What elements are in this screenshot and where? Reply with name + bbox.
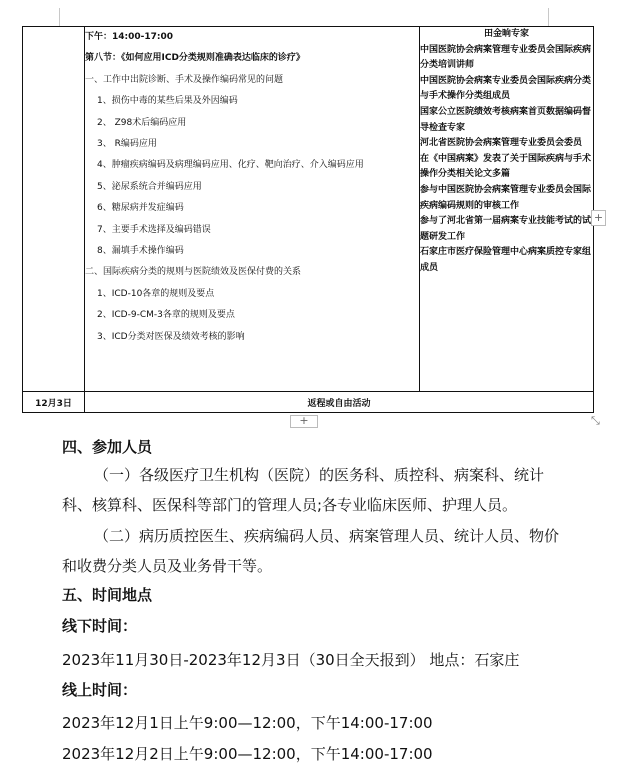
section-title: 第八节：《如何应用ICD分类规则准确表达临床的诊疗》	[85, 53, 305, 64]
session-time: 下午：14:00-17:00	[85, 32, 174, 42]
outline-item: 1、损伤中毒的某些后果及外因编码	[97, 96, 238, 107]
speaker-items	[420, 43, 593, 277]
add-column-button[interactable]: +	[591, 210, 606, 226]
online-label: 线上时间：	[62, 681, 138, 699]
speaker-credential: 在《中国病案》发表了关于国际疾病与手术操作分类相关论文多篇	[420, 153, 592, 180]
offline-label: 线下时间：	[62, 617, 138, 635]
date-cell-empty	[23, 27, 85, 392]
section4-para1: （一）各级医疗卫生机构（医院）的医务科、质控科、病案科、统计科、核算科、医保科等部门的管理人员;各专业临床医师、护理人员。	[62, 466, 545, 514]
online-line2: 2023年12月2日上午9:00—12:00，下午14:00-17:00	[62, 745, 433, 763]
speaker-name: 田金晌专家	[483, 29, 529, 39]
add-row-button[interactable]: +	[290, 415, 318, 428]
date-cell: 12月3日	[23, 392, 85, 413]
section5-heading: 五、时间地点	[62, 586, 153, 604]
section4-para2: （二）病历质控医生、疾病编码人员、病案管理人员、统计人员、物价和收费分类人员及业务骨干等。	[62, 527, 560, 575]
outline-item: 8、漏填手术操作编码	[97, 246, 184, 257]
outline-item: 6、糖尿病并发症编码	[97, 203, 184, 214]
table-resize-icon[interactable]: ⤡	[591, 414, 600, 427]
outline-item: 2、 Z98术后编码应用	[97, 117, 187, 128]
outline-item: 1、ICD-10各章的规则及要点	[97, 288, 215, 299]
online-line1: 2023年12月1日上午9:00—12:00，下午14:00-17:00	[62, 714, 433, 732]
page-margin-line-left	[59, 8, 60, 26]
outline-item: 3、ICD分类对医保及绩效考核的影响	[97, 331, 245, 342]
section4-heading: 四、参加人员	[62, 438, 153, 456]
speaker-cell	[420, 27, 594, 392]
outline-item: 3、 R编码应用	[97, 139, 157, 150]
speaker-credential: 中国医院协会病案专业委员会国际疾病分类与手术操作分类组成员	[420, 75, 592, 102]
outline-item: 4、肿瘤疾病编码及病理编码应用、化疗、靶向治疗、介入编码应用	[97, 160, 364, 171]
content-cell	[85, 27, 420, 392]
activity-cell: 返程或自由活动	[85, 392, 594, 413]
outline-item: 7、主要手术选择及编码错误	[97, 224, 211, 235]
speaker-credential: 中国医院协会病案管理专业委员会国际疾病分类培训讲师	[420, 44, 592, 71]
page-margin-line-right	[548, 8, 549, 26]
speaker-credential: 参与中国医院协会病案管理专业委员会国际疾病编码规则的审核工作	[420, 184, 592, 211]
outline-heading: 二、国际疾病分类的规则与医院绩效及医保付费的关系	[85, 267, 302, 278]
outline-item: 2、ICD-9-CM-3各章的规则及要点	[97, 310, 235, 321]
schedule-row-dec3	[23, 392, 594, 413]
offline-text: 2023年11月30日-2023年12月3日（30日全天报到） 地点：石家庄	[62, 651, 520, 669]
outline-heading: 一、工作中出院诊断、手术及操作编码常见的问题	[85, 74, 284, 85]
speaker-credential: 参与了河北省第一届病案专业技能考试的试题研发工作	[420, 216, 592, 242]
speaker-credential: 国家公立医院绩效考核病案首页数据编码督导检查专家	[420, 106, 592, 133]
schedule-table	[22, 26, 594, 413]
content-lines	[85, 70, 419, 348]
schedule-row-afternoon	[23, 27, 594, 392]
speaker-credential: 河北省医院协会病案管理专业委员会委员	[420, 138, 583, 149]
speaker-credential: 石家庄市医疗保险管理中心病案质控专家组成员	[420, 247, 592, 273]
outline-item: 5、泌尿系统合并编码应用	[97, 181, 202, 192]
